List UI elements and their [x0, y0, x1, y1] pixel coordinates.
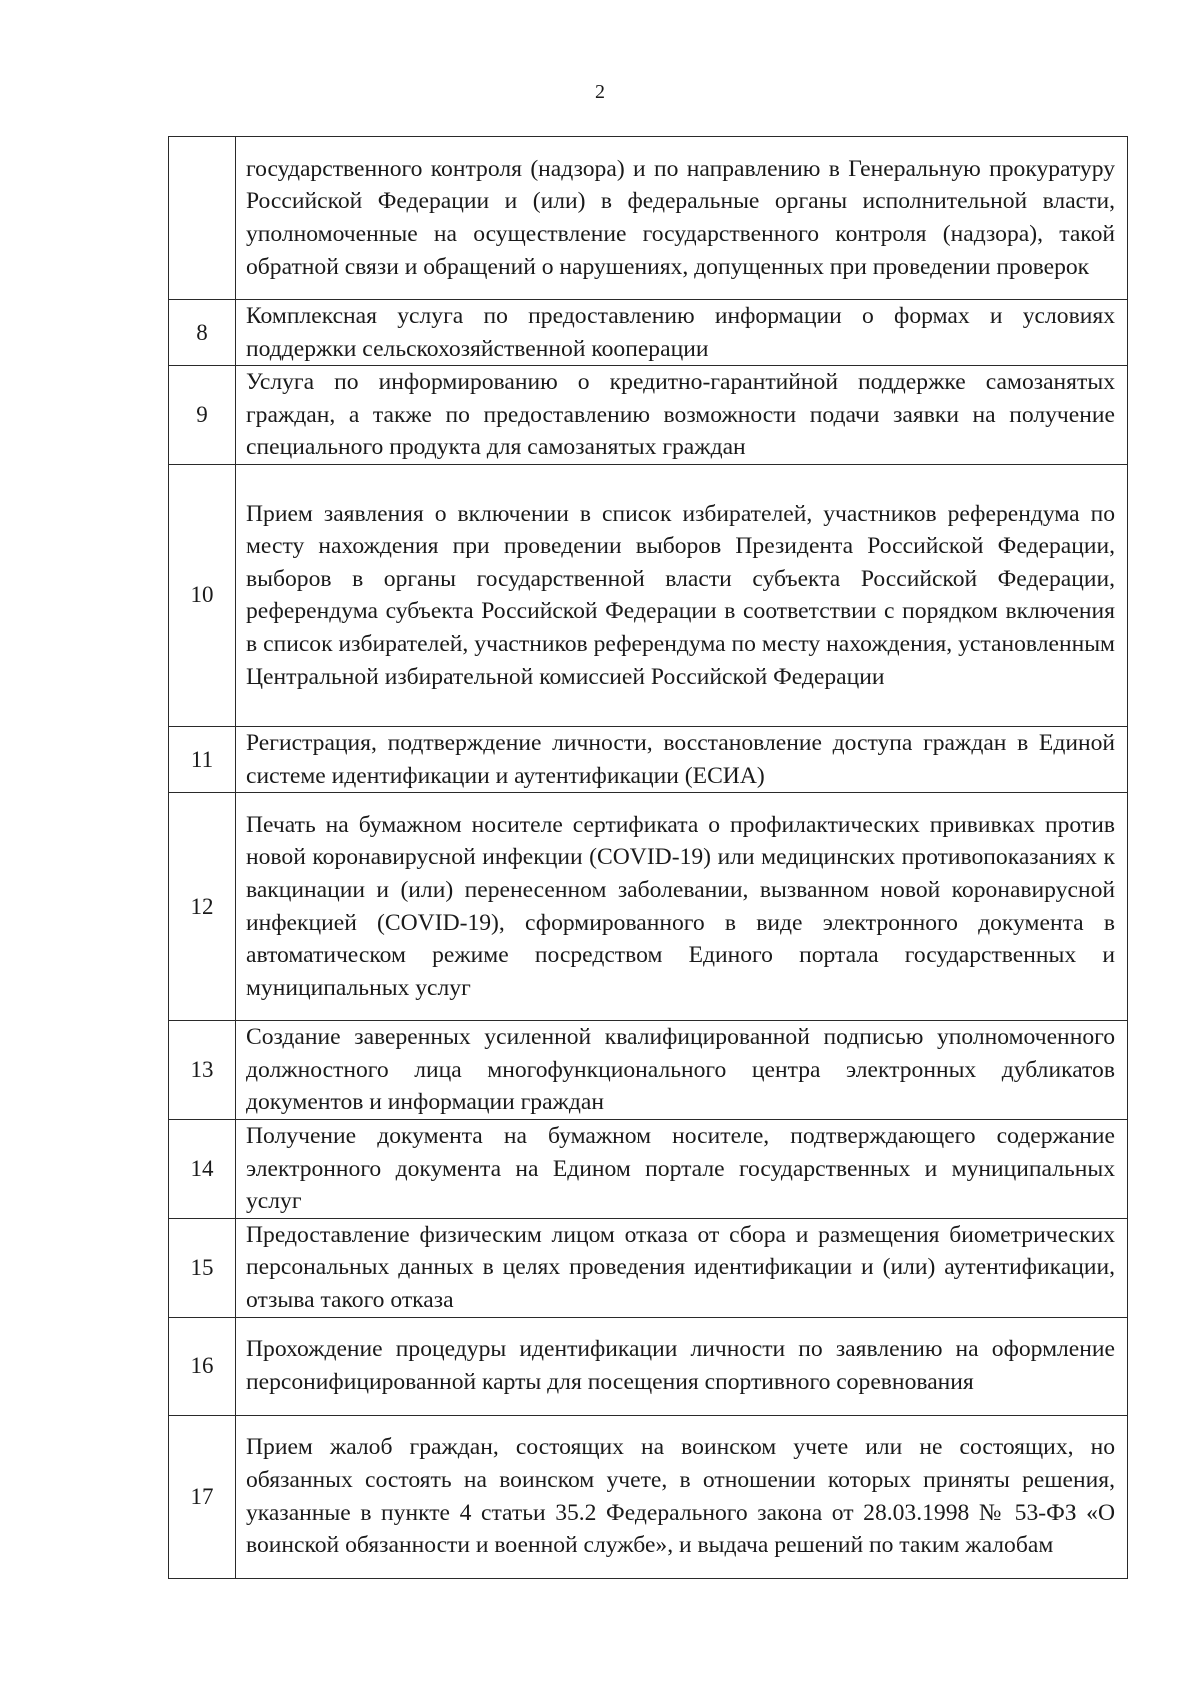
row-number: 14: [169, 1119, 236, 1218]
row-number: 11: [169, 726, 236, 792]
service-description: Прохождение процедуры идентификации личности по заявлению на оформление персонифицированной карты для посещения спортивного соревнования: [236, 1317, 1128, 1415]
service-description: Получение документа на бумажном носителе, подтверждающего содержание электронного документа на Едином портале государственных и муниципальных услуг: [236, 1119, 1128, 1218]
table-row: [169, 300, 1128, 366]
row-number: [169, 137, 236, 300]
table-row: [169, 726, 1128, 792]
service-description: Комплексная услуга по предоставлению информации о формах и условиях поддержки сельскохозяйственной кооперации: [236, 300, 1128, 366]
row-number: 13: [169, 1021, 236, 1120]
service-description: Прием заявления о включении в список избирателей, участников референдума по месту нахождения при проведении выборов Президента Российской Федерации, выборов в органы государственной власти субъекта Российской Федерации, референдума субъекта Российской Федерации в соответствии с порядком включения в список избирателей, участников референдума по месту нахождения, установленным Центральной избирательной комиссией Российской Федерации: [236, 464, 1128, 726]
service-description: Прием жалоб граждан, состоящих на воинском учете или не состоящих, но обязанных состоять на воинском учете, в отношении которых приняты решения, указанные в пункте 4 статьи 35.2 Федерального закона от 28.03.1998 № 53-ФЗ «О воинской обязанности и военной службе», и выдача решений по таким жалобам: [236, 1415, 1128, 1578]
service-description: государственного контроля (надзора) и по направлению в Генеральную прокуратуру Российской Федерации и (или) в федеральные органы исполнительной власти, уполномоченные на осуществление государственного контроля (надзора), такой обратной связи и обращений о нарушениях, допущенных при проведении проверок: [236, 137, 1128, 300]
table-row: [169, 1119, 1128, 1218]
row-number: 17: [169, 1415, 236, 1578]
service-description: Создание заверенных усиленной квалифицированной подписью уполномоченного должностного лица многофункционального центра электронных дубликатов документов и информации граждан: [236, 1021, 1128, 1120]
row-number: 16: [169, 1317, 236, 1415]
service-description: Услуга по информированию о кредитно-гарантийной поддержке самозанятых граждан, а также по предоставлению возможности подачи заявки на получение специального продукта для самозанятых граждан: [236, 366, 1128, 465]
row-number: 9: [169, 366, 236, 465]
row-number: 12: [169, 793, 236, 1021]
table-row: [169, 1218, 1128, 1317]
table-row: [169, 1317, 1128, 1415]
row-number: 10: [169, 464, 236, 726]
service-description: Регистрация, подтверждение личности, восстановление доступа граждан в Единой системе идентификации и аутентификации (ЕСИА): [236, 726, 1128, 792]
service-description: Предоставление физическим лицом отказа от сбора и размещения биометрических персональных данных в целях проведения идентификации и (или) аутентификации, отзыва такого отказа: [236, 1218, 1128, 1317]
row-number: 8: [169, 300, 236, 366]
table-row: [169, 366, 1128, 465]
row-number: 15: [169, 1218, 236, 1317]
table-row: [169, 793, 1128, 1021]
table-row: [169, 464, 1128, 726]
services-table: [168, 136, 1128, 1579]
table-row: [169, 1021, 1128, 1120]
service-description: Печать на бумажном носителе сертификата о профилактических прививках против новой коронавирусной инфекции (COVID-19) или медицинских противопоказаниях к вакцинации и (или) перенесенном заболевании, вызванном новой коронавирусной инфекцией (COVID-19), сформированного в виде электронного документа в автоматическом режиме посредством Единого портала государственных и муниципальных услуг: [236, 793, 1128, 1021]
table-row: [169, 1415, 1128, 1578]
page-number: 2: [595, 81, 605, 103]
table-row: [169, 137, 1128, 300]
